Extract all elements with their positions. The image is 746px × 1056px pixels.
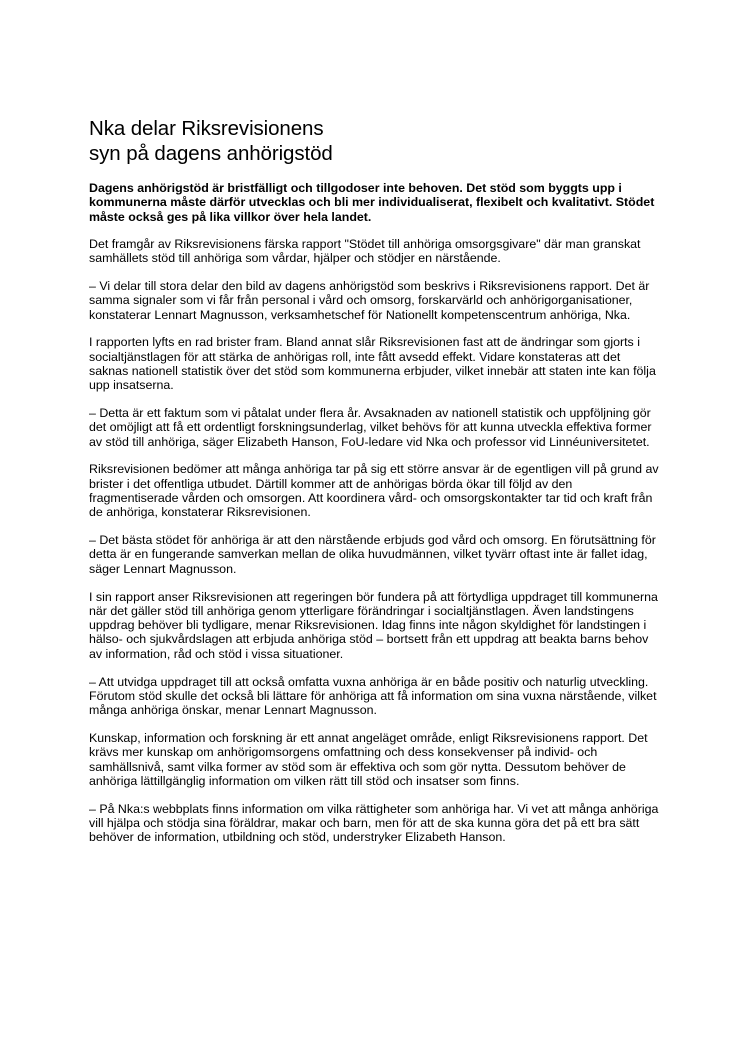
- article-paragraph-5: Riksrevisionen bedömer att många anhöriga tar på sig ett större ansvar är de egentligen vill på grund av brister i det offentliga utbudet. Därtill kommer att de anhörigas börda ökar till följd av den fragmentiserade vården och omsorgen. Att koordinera vård- och omsorgskontakter tar tid och kraft från de anhöriga, konstaterar Riksrevisionen.: [89, 462, 659, 520]
- article-lead: Dagens anhörigstöd är bristfälligt och tillgodoser inte behoven. Det stöd som byggts upp i kommunerna måste därför utvecklas och bli mer individualiserat, flexibelt och kvalitativt. Stödet måste också ges på lika villkor över hela landet.: [89, 181, 655, 224]
- article-paragraph-6: – Det bästa stödet för anhöriga är att den närstående erbjuds god vård och omsorg. En förutsättning för detta är en fungerande samverkan mellan de olika huvudmännen, vilket tyvärr oftast inte är fallet idag, säger Lennart Magnusson.: [89, 533, 656, 576]
- article-title-line-1: Nka delar Riksrevisionens: [89, 117, 324, 140]
- article-title: [89, 116, 659, 166]
- document-page: [89, 116, 659, 858]
- article-paragraph-9: Kunskap, information och forskning är ett annat angeläget område, enligt Riksrevisionens rapport. Det krävs mer kunskap om anhörigomsorgens omfattning och dess konsekvenser på individ- och samhällsnivå, samt vilka former av stöd som är effektiva och som gör nytta. Dessutom behöver de anhöriga lättillgänglig information om vilken rätt till stöd och insatser som finns.: [89, 730, 648, 788]
- article-title-line-2: syn på dagens anhörigstöd: [89, 142, 333, 165]
- article-paragraph-10: – På Nka:s webbplats finns information om vilka rättigheter som anhöriga har. Vi vet att många anhöriga vill hjälpa och stödja sina föräldrar, makar och barn, men för att de ska kunna göra det på ett bra sätt behöver de information, utbildning och stöd, understryker Elizabeth Hanson.: [89, 801, 659, 845]
- article-paragraph-3: I rapporten lyfts en rad brister fram. Bland annat slår Riksrevisionen fast att de ändringar som gjorts i socialtjänstlagen för att stärka de anhörigas roll, inte fått avsedd effekt. Vidare konstateras att det saknas nationell statistik över det stöd som kommunerna erbjuder, vilket innebär att staten inte kan följa upp insatserna.: [89, 335, 656, 393]
- article-paragraph-8: – Att utvidga uppdraget till att också omfatta vuxna anhöriga är en både positiv och naturlig utveckling. Förutom stöd skulle det också bli lättare för anhöriga att få information om sina vuxna närstående, vilket många anhöriga önskar, menar Lennart Magnusson.: [89, 674, 657, 718]
- article-paragraph-4: – Detta är ett faktum som vi påtalat under flera år. Avsaknaden av nationell statistik och uppföljning gör det omöjligt att få ett ordentligt forskningsunderlag, vilket behövs för att kunna utveckla effektiva former av stöd till anhöriga, säger Elizabeth Hanson, FoU-ledare vid Nka och professor vid Linnéuniversitetet.: [89, 406, 652, 449]
- article-paragraph-1: Det framgår av Riksrevisionens färska rapport "Stödet till anhöriga omsorgsgivare" där man granskat samhällets stöd till anhöriga som vårdar, hjälper och stödjer en närstående.: [89, 236, 641, 266]
- article-paragraph-7: I sin rapport anser Riksrevisionen att regeringen bör fundera på att förtydliga uppdraget till kommunerna när det gäller stöd till anhöriga genom ytterligare förändringar i socialtjänstlagen. Även landstingens uppdrag behöver bli tydligare, menar Riksrevisionen. Idag finns inte någon skyldighet för landstingen i hälso- och sjukvårdslagen att erbjuda anhöriga stöd – bortsett från ett uppdrag att beakta barns behov av information, råd och stöd i vissa situationer.: [89, 589, 658, 661]
- article-paragraph-2: – Vi delar till stora delar den bild av dagens anhörigstöd som beskrivs i Riksrevisionens rapport. Det är samma signaler som vi får från personal i vård och omsorg, forskarvärld och anhörigorganisationer, konstaterar Lennart Magnusson, verksamhetschef för Nationellt kompetenscentrum anhöriga, Nka.: [89, 278, 650, 322]
